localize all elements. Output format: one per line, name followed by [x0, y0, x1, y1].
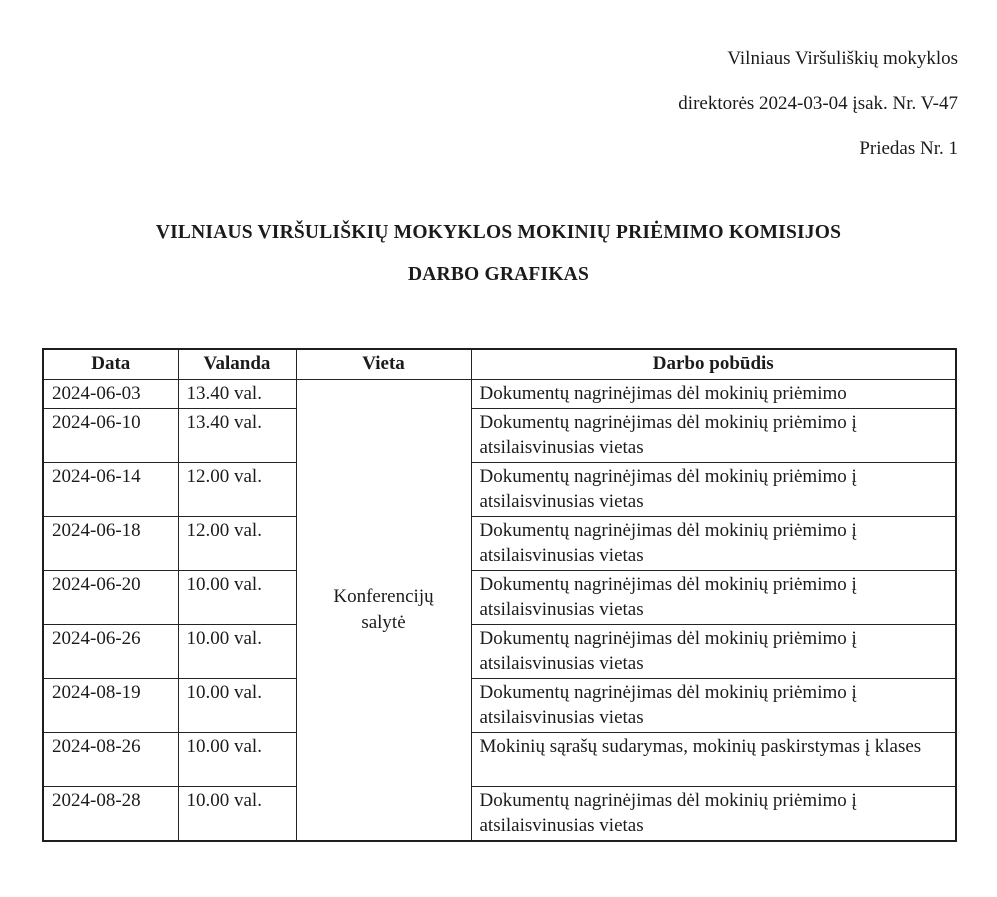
table-header-row	[43, 349, 956, 380]
title-line-1: VILNIAUS VIRŠULIŠKIŲ MOKYKLOS MOKINIŲ PRIĖMIMO KOMISIJOS	[155, 222, 842, 243]
cell-darbo-pobudis: Dokumentų nagrinėjimas dėl mokinių priėmimo į atsilaisvinusias vietas	[471, 409, 956, 463]
cell-date: 2024-06-26	[43, 625, 178, 679]
schedule-table-body	[43, 380, 956, 842]
cell-date: 2024-06-20	[43, 571, 178, 625]
table-row	[43, 571, 956, 625]
vieta-text: Konferencijų salytė	[333, 586, 434, 633]
cell-date: 2024-08-28	[43, 787, 178, 842]
column-header-darbo-pobudis: Darbo pobūdis	[471, 349, 956, 380]
cell-time: 12.00 val.	[178, 463, 296, 517]
table-row	[43, 463, 956, 517]
reference-line-school: Vilniaus Viršuliškių mokyklos	[727, 48, 958, 69]
table-row	[43, 380, 956, 409]
table-row	[43, 787, 956, 842]
reference-line-order: direktorės 2024-03-04 įsak. Nr. V-47	[678, 93, 958, 114]
table-row	[43, 409, 956, 463]
cell-darbo-pobudis: Dokumentų nagrinėjimas dėl mokinių priėmimo	[471, 380, 956, 409]
cell-darbo-pobudis: Dokumentų nagrinėjimas dėl mokinių priėmimo į atsilaisvinusias vietas	[471, 625, 956, 679]
cell-date: 2024-06-10	[43, 409, 178, 463]
table-row	[43, 733, 956, 787]
reference-line-annex: Priedas Nr. 1	[859, 138, 958, 159]
cell-darbo-pobudis: Dokumentų nagrinėjimas dėl mokinių priėmimo į atsilaisvinusias vietas	[471, 517, 956, 571]
cell-date: 2024-06-14	[43, 463, 178, 517]
cell-vieta-merged	[296, 380, 471, 842]
cell-time: 12.00 val.	[178, 517, 296, 571]
cell-darbo-pobudis: Dokumentų nagrinėjimas dėl mokinių priėmimo į atsilaisvinusias vietas	[471, 463, 956, 517]
cell-time: 13.40 val.	[178, 380, 296, 409]
cell-time: 10.00 val.	[178, 679, 296, 733]
document-reference-block	[678, 36, 958, 171]
column-header-valanda: Valanda	[178, 349, 296, 380]
cell-darbo-pobudis: Dokumentų nagrinėjimas dėl mokinių priėmimo į atsilaisvinusias vietas	[471, 679, 956, 733]
cell-time: 10.00 val.	[178, 571, 296, 625]
cell-darbo-pobudis: Mokinių sąrašų sudarymas, mokinių paskirstymas į klases	[471, 733, 956, 787]
cell-date: 2024-08-26	[43, 733, 178, 787]
schedule-table	[42, 348, 957, 842]
table-row	[43, 679, 956, 733]
title-line-2: DARBO GRAFIKAS	[407, 264, 590, 285]
table-row	[43, 517, 956, 571]
cell-time: 10.00 val.	[178, 733, 296, 787]
cell-time: 10.00 val.	[178, 787, 296, 842]
cell-darbo-pobudis: Dokumentų nagrinėjimas dėl mokinių priėmimo į atsilaisvinusias vietas	[471, 787, 956, 842]
cell-date: 2024-06-03	[43, 380, 178, 409]
cell-time: 10.00 val.	[178, 625, 296, 679]
table-row	[43, 625, 956, 679]
column-header-data: Data	[43, 349, 178, 380]
column-header-vieta: Vieta	[296, 349, 471, 380]
cell-darbo-pobudis: Dokumentų nagrinėjimas dėl mokinių priėmimo į atsilaisvinusias vietas	[471, 571, 956, 625]
cell-date: 2024-08-19	[43, 679, 178, 733]
cell-time: 13.40 val.	[178, 409, 296, 463]
cell-date: 2024-06-18	[43, 517, 178, 571]
document-title	[0, 212, 997, 296]
